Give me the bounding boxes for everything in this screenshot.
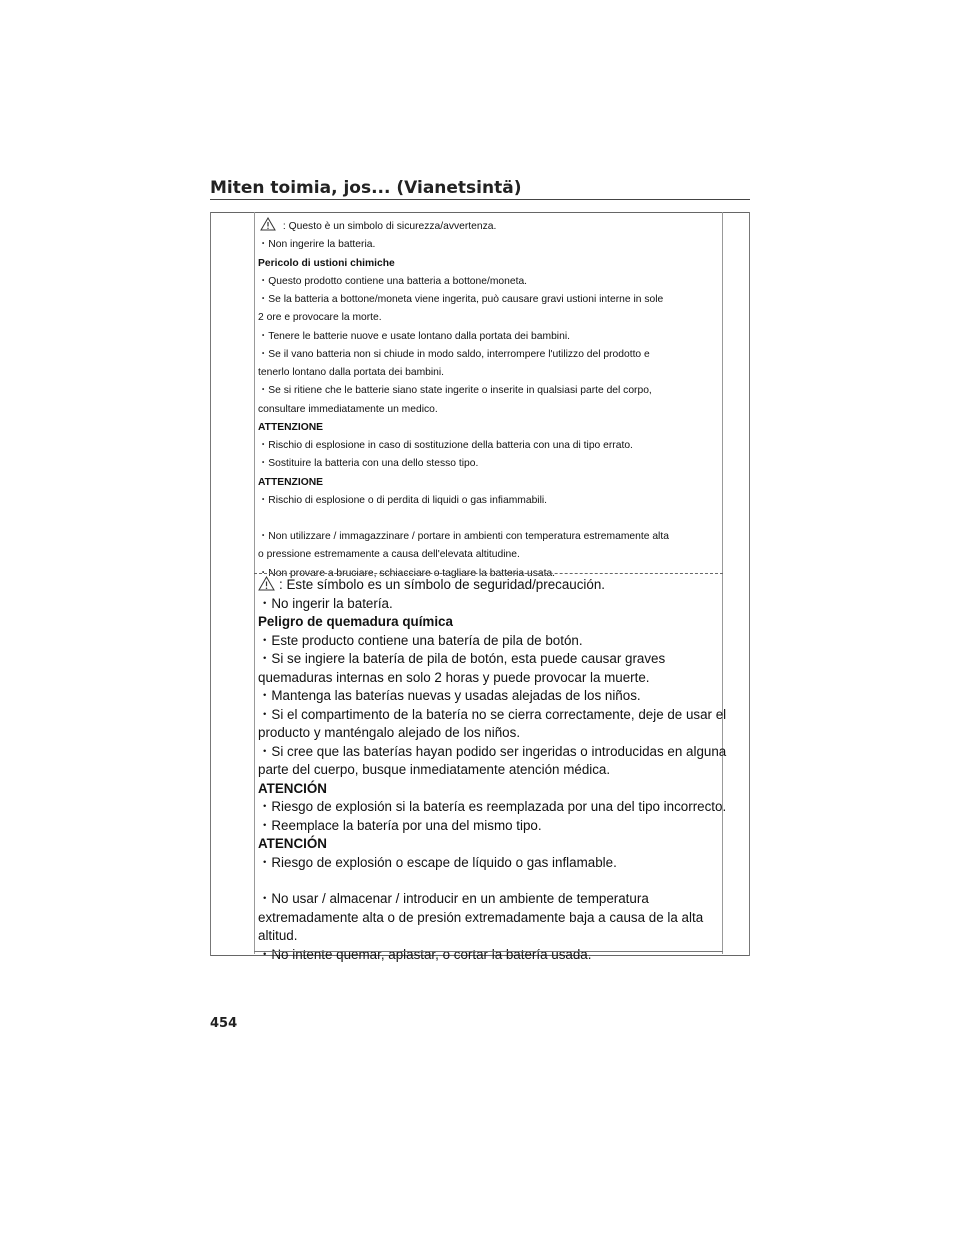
italian-text-line: ・Non provare a bruciare, schiacciare o tagliare la batteria usata. [258,567,556,579]
italian-text-line: ・Non utilizzare / immagazzinare / portare in ambienti con temperatura estremamente alta [258,531,669,542]
italian-heading: Pericolo di ustioni chimiche [258,257,395,269]
spanish-text-line: ・Si el compartimento de la batería no se cierra correctamente, deje de usar el [258,706,727,722]
italian-text-line: o pressione estremamente a causa dell'elevata altitudine. [258,549,520,561]
italian-text-line: ・Se la batteria a bottone/moneta viene ingerita, può causare gravi ustioni interne in sole [258,294,664,305]
page-number: 454 [210,1016,238,1031]
spanish-text-line: extremadamente alta o de presión extremadamente baja a causa de la alta [258,909,704,925]
italian-text-line: tenerlo lontano dalla portata dei bambini. [258,367,445,378]
frame-right-border [749,212,750,956]
spanish-text-line: ・No ingerir la batería. [258,595,393,611]
italian-text-line: ・Non ingerire la batteria. [258,239,376,251]
italian-warning-symbol-text: : Questo è un simbolo di sicurezza/avvertenza. [282,221,497,232]
spanish-text-line: parte del cuerpo, busque inmediatamente atención médica. [258,762,611,777]
table-bottom-rule [254,951,723,952]
spanish-text-line: ・Riesgo de explosión o escape de líquido o gas inflamable. [258,854,617,870]
spanish-heading: ATENCIÓN [258,836,327,851]
spanish-heading: Peligro de quemadura química [258,614,453,629]
page-header-title: Miten toimia, jos... (Vianetsintä) [210,178,522,198]
italian-heading: ATTENZIONE [258,421,324,433]
italian-text-line: ・Se il vano batteria non si chiude in modo saldo, interrompere l'utilizzo del prodotto e [258,348,650,360]
italian-text-line: 2 ore e provocare la morte. [258,312,382,324]
spanish-warning-symbol-line [258,576,720,595]
italian-heading: ATTENZIONE [258,476,324,488]
spanish-text-line: quemaduras internas en solo 2 horas y puede provocar la muerte. [258,669,650,685]
spanish-text-line: ・Mantenga las baterías nuevas y usadas alejadas de los niños. [258,688,641,703]
spanish-heading: ATENCIÓN [258,780,327,796]
italian-warning-section [258,217,720,583]
spanish-text-line: ・No usar / almacenar / introducir en un ambiente de temperatura [258,891,649,906]
spanish-text-line: ・Reemplace la batería por una del mismo tipo. [258,817,542,833]
italian-text-line: ・Tenere le batterie nuove e usate lontano dalla portata dei bambini. [258,330,570,342]
warning-triangle-icon [258,576,275,591]
frame-left-border [210,212,211,956]
italian-text-line: consultare immediatamente un medico. [258,403,438,415]
italian-text-line: ・Sostituire la batteria con una dello stesso tipo. [258,458,479,470]
italian-warning-symbol-line [258,217,720,236]
warning-triangle-icon [260,217,276,231]
spanish-spacer [258,872,720,890]
spanish-warning-section [258,576,727,964]
italian-text-line: ・Questo prodotto contiene una batteria a bottone/moneta. [258,275,528,287]
spanish-text-line: ・Riesgo de explosión si la batería es reemplazada por una del tipo incorrecto. [258,799,727,814]
spanish-text-line: ・Este producto contiene una batería de pila de botón. [258,632,583,648]
italian-text-line: ・Rischio di esplosione in caso di sostituzione della batteria con una di tipo errato. [258,440,633,451]
spanish-warning-symbol-text: : Este símbolo es un símbolo de seguridad/precaución. [279,577,606,592]
italian-text-line: ・Rischio di esplosione o di perdita di liquidi o gas infiammabili. [258,494,548,506]
spanish-text-line: altitud. [258,928,298,943]
italian-spacer [258,510,720,528]
header-rule [210,199,750,200]
italian-text-line: ・Se si ritiene che le batterie siano state ingerite o inserite in qualsiasi parte del corpo, [258,385,652,397]
spanish-text-line: ・No intente quemar, aplastar, o cortar la batería usada. [258,946,592,962]
section-divider [254,573,723,574]
spanish-text-line: ・Si se ingiere la batería de pila de botón, esta puede causar graves [258,651,666,666]
spanish-text-line: ・Si cree que las baterías hayan podido ser ingeridas o introducidas en alguna [258,743,727,759]
spanish-text-line: producto y manténgalo alejado de los niños. [258,725,521,740]
